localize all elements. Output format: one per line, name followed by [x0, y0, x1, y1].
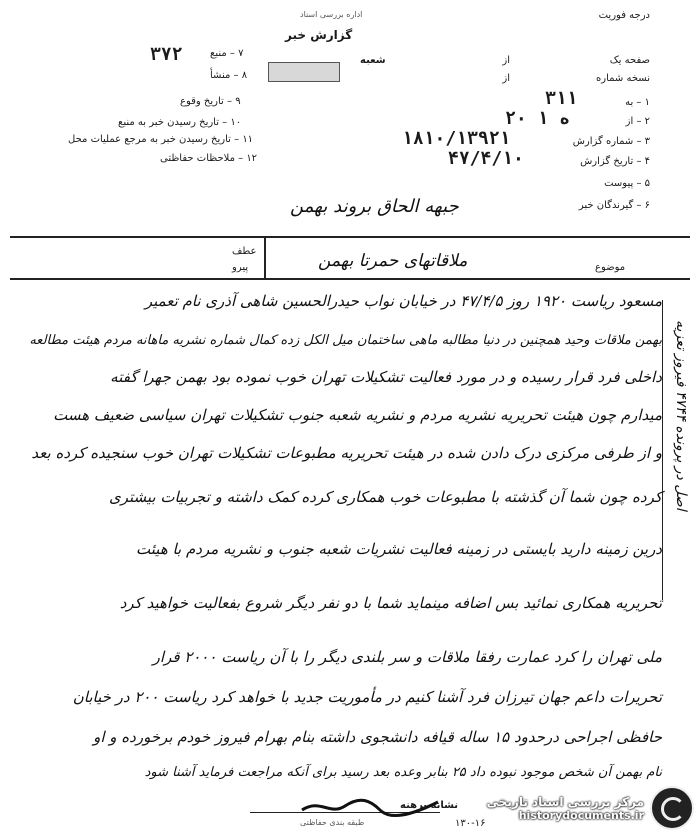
row10-label: ۱۰ – تاریخ رسیدن خبر به منبع	[118, 117, 242, 128]
row12-label: ۱۲ – ملاحظات حفاظتی	[160, 153, 258, 164]
page-label: صفحه یک	[609, 55, 650, 66]
body-line: کرده چون شما آن گذشته با مطبوعات خوب همکاری کرده کمک داشته و تجربیات بیشتری	[108, 488, 662, 506]
subject-divider	[10, 278, 690, 280]
body-line: تحریرات داعم جهان تیرزان فرد آشنا کنیم در مأموریت جدید با خواهد کرد ریاست ۲۰۰ در خیابان	[72, 688, 662, 706]
body-line: داخلی فرد قرار رسیده و در مورد فعالیت تشکیلات تهران خوب نموده بود بهمن جهرا گفته	[110, 368, 662, 386]
subject-vertical-rule	[264, 236, 266, 280]
body-line: میدارم چون هیئت تحریریه نشریه مردم و نشریه شعبه جنوب تشکیلات تهران سیاسی ضعیف هست	[53, 406, 662, 424]
watermark-title: مرکز بررسی اسناد تاریخی	[486, 794, 644, 809]
office-top: اداره بررسی اسناد	[300, 10, 363, 19]
row4-label: ۴ – تاریخ گزارش	[580, 156, 650, 167]
footer-note: نشانه برهنه	[400, 800, 459, 811]
body-line: و از طرفی مرکزی درک دادن شده در هیئت تحریریه مطبوعات تشکیلات تهران خوب سنجیده کرده بعد	[31, 444, 662, 462]
subject-label: موضوع	[595, 262, 626, 273]
row4-value: ۴۷/۴/۱۰	[448, 148, 524, 169]
body-line: تحریریه همکاری نمائید بس اضافه مینماید شما با دو نفر دیگر شروع بفعالیت خواهید کرد	[119, 594, 662, 612]
row2-value: ۲۰ ه ۱	[505, 108, 571, 129]
header-divider	[10, 236, 690, 238]
report-title: گزارش خبر	[285, 28, 353, 42]
redaction-box	[268, 62, 340, 82]
row3-label: ۳ – شماره گزارش	[572, 136, 650, 147]
page-of: از	[502, 55, 510, 66]
peyro-label: پیرو	[232, 262, 249, 273]
subject-value: ملاقاتهای حمرتا بهمن	[318, 251, 468, 271]
row2-label: ۲ – از	[625, 116, 650, 127]
row3-value: ۱۸۱۰/۱۳۹۲۱	[402, 128, 511, 149]
watermark	[487, 786, 694, 830]
atf-label: عطف	[232, 246, 257, 257]
copy-label: نسخه شماره	[596, 73, 650, 84]
ref-number: ۳۷۲	[150, 44, 183, 65]
row11-label: ۱۱ – تاریخ رسیدن خبر به مرجع عملیات محل	[68, 134, 254, 145]
body-line: نام بهمن آن شخص موجود نبوده داد ۲۵ بنابر وعده بعد رسید برای آنکه مراجعت فرماید آشنا شود	[144, 765, 662, 780]
row1-value: ۳۱۱	[545, 88, 578, 109]
row5-label: ۵ – پیوست	[604, 178, 650, 189]
row7-label: ۷ – منبع	[210, 48, 244, 59]
body-line: مسعود ریاست ۱۹۲۰ روز ۴۷/۴/۵ در خیابان نواب حیدرالحسین شاهی آذری نام تعمیر	[144, 292, 662, 310]
archive-logo-icon	[650, 786, 694, 830]
margin-rule	[662, 300, 663, 600]
margin-note: اصل در پرونده ۴۷۴۴ فیروز تعزیه	[673, 320, 689, 511]
row9-label: ۹ – تاریخ وقوع	[180, 96, 241, 107]
body-line: بهمن ملاقات وحید همچنین در دنیا مطالبه ماهی ساختمان میل الکل زده کمال شماره نشریه ماهانه مردم هیئت مطالعه	[29, 333, 662, 348]
row6-label: ۶ – گیرندگان خبر	[578, 200, 650, 211]
row8-label: ۸ – منشأ	[210, 70, 248, 81]
body-line: حافظی اجراحی درحدود ۱۵ ساله قیافه دانشجوی داشته بنام بهرام فیروز خودم برخورده و او	[93, 728, 662, 746]
page-ref: ۱۳۰-۱۶	[455, 818, 486, 829]
body-line: درین زمینه دارید بایستی در زمینه فعالیت نشریات شعبه جنوب و نشریه مردم با هیئت	[136, 540, 662, 558]
copy-of: از	[502, 73, 510, 84]
classification-label: درجه فوریت	[598, 10, 650, 21]
footer-sub: طبقه بندی حفاظتی	[300, 818, 365, 827]
body-line: ملی تهران را کرد عمارت رفقا ملاقات و سر بلندی دیگر را با آن ریاست ۲۰۰۰ قرار	[152, 648, 662, 666]
watermark-url: historydocuments.ir	[518, 808, 644, 822]
mid-stamp: شعبه	[360, 55, 386, 66]
row1-label: ۱ – به	[625, 97, 650, 108]
row6-value: جبهه الحاق بروند بهمن	[290, 196, 459, 217]
